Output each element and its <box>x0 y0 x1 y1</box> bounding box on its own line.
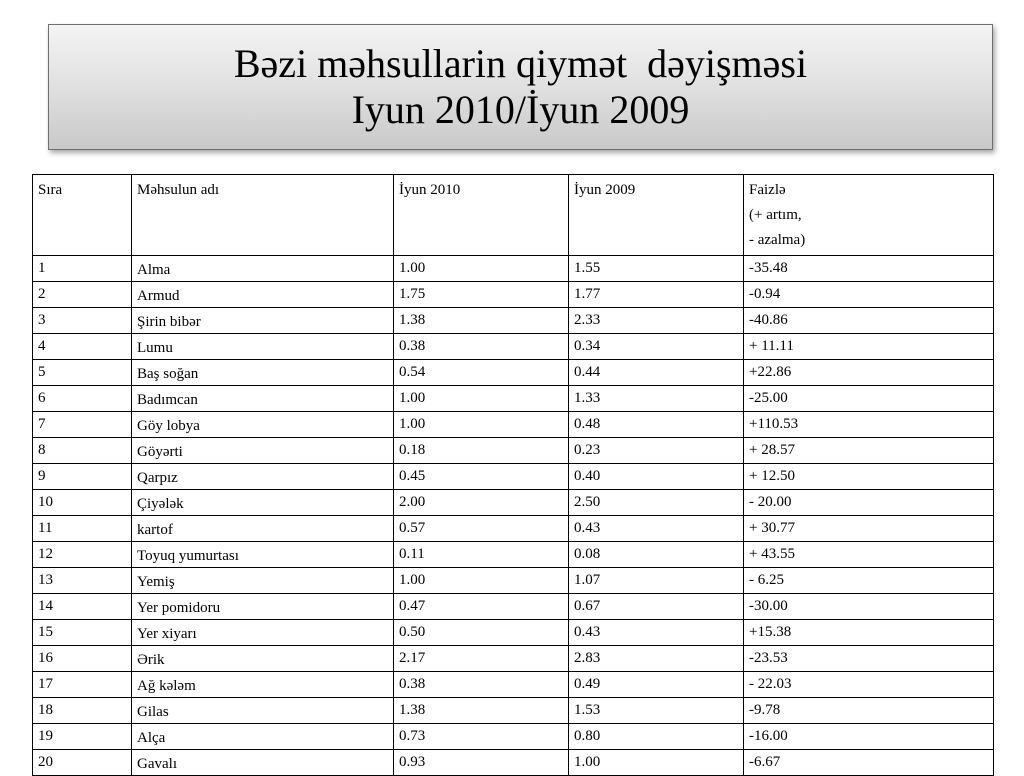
cell-sira: 5 <box>33 360 132 386</box>
cell-sira: 17 <box>33 672 132 698</box>
header-june-2009: İyun 2009 <box>569 175 744 256</box>
cell-sira: 10 <box>33 490 132 516</box>
cell-percent: -6.67 <box>744 750 994 776</box>
table-row <box>33 724 994 750</box>
cell-june-2009: 0.49 <box>569 672 744 698</box>
cell-product-name: Armud <box>132 282 394 308</box>
cell-sira: 16 <box>33 646 132 672</box>
cell-percent: + 12.50 <box>744 464 994 490</box>
table-row <box>33 490 994 516</box>
cell-percent: + 30.77 <box>744 516 994 542</box>
table-row <box>33 646 994 672</box>
cell-sira: 8 <box>33 438 132 464</box>
cell-june-2010: 0.11 <box>394 542 569 568</box>
cell-product-name: Çiyələk <box>132 490 394 516</box>
slide-title-box <box>48 24 993 150</box>
slide-title: Bəzi məhsullarin qiymət dəyişməsi <box>233 41 808 86</box>
cell-june-2009: 0.34 <box>569 334 744 360</box>
cell-sira: 9 <box>33 464 132 490</box>
table-body <box>33 256 994 776</box>
cell-june-2009: 1.07 <box>569 568 744 594</box>
cell-june-2010: 0.18 <box>394 438 569 464</box>
cell-percent: + 28.57 <box>744 438 994 464</box>
cell-june-2010: 1.75 <box>394 282 569 308</box>
cell-june-2009: 1.33 <box>569 386 744 412</box>
cell-june-2009: 2.50 <box>569 490 744 516</box>
cell-sira: 19 <box>33 724 132 750</box>
table-row <box>33 308 994 334</box>
table-row <box>33 750 994 776</box>
cell-sira: 11 <box>33 516 132 542</box>
cell-percent: -9.78 <box>744 698 994 724</box>
table-row <box>33 698 994 724</box>
cell-percent: + 11.11 <box>744 334 994 360</box>
table-row <box>33 412 994 438</box>
header-percent-line: - azalma) <box>749 232 806 248</box>
cell-product-name: Gilas <box>132 698 394 724</box>
table-row <box>33 672 994 698</box>
cell-product-name: Lumu <box>132 334 394 360</box>
cell-june-2009: 1.55 <box>569 256 744 282</box>
cell-june-2010: 0.50 <box>394 620 569 646</box>
header-product-name: Məhsulun adı <box>132 175 394 256</box>
cell-june-2009: 1.53 <box>569 698 744 724</box>
price-change-table <box>32 174 994 776</box>
cell-percent: - 22.03 <box>744 672 994 698</box>
cell-sira: 3 <box>33 308 132 334</box>
cell-june-2010: 0.38 <box>394 672 569 698</box>
cell-product-name: Badımcan <box>132 386 394 412</box>
cell-june-2010: 1.38 <box>394 698 569 724</box>
header-sira: Sıra <box>33 175 132 256</box>
cell-june-2009: 2.83 <box>569 646 744 672</box>
cell-product-name: Toyuq yumurtası <box>132 542 394 568</box>
cell-percent: -0.94 <box>744 282 994 308</box>
cell-sira: 13 <box>33 568 132 594</box>
cell-june-2010: 1.00 <box>394 568 569 594</box>
cell-june-2009: 0.67 <box>569 594 744 620</box>
cell-product-name: Alça <box>132 724 394 750</box>
cell-june-2010: 0.73 <box>394 724 569 750</box>
table-row <box>33 594 994 620</box>
cell-june-2010: 1.00 <box>394 386 569 412</box>
cell-product-name: Şirin bibər <box>132 308 394 334</box>
cell-product-name: kartof <box>132 516 394 542</box>
cell-june-2009: 0.80 <box>569 724 744 750</box>
table-row <box>33 360 994 386</box>
cell-june-2010: 0.57 <box>394 516 569 542</box>
cell-june-2010: 1.00 <box>394 256 569 282</box>
cell-sira: 1 <box>33 256 132 282</box>
cell-product-name: Gavalı <box>132 750 394 776</box>
cell-june-2010: 1.00 <box>394 412 569 438</box>
cell-percent: -40.86 <box>744 308 994 334</box>
cell-percent: - 6.25 <box>744 568 994 594</box>
cell-sira: 14 <box>33 594 132 620</box>
cell-june-2009: 0.43 <box>569 516 744 542</box>
cell-percent: +110.53 <box>744 412 994 438</box>
table-row <box>33 334 994 360</box>
cell-sira: 4 <box>33 334 132 360</box>
cell-june-2009: 1.77 <box>569 282 744 308</box>
cell-june-2010: 2.00 <box>394 490 569 516</box>
cell-product-name: Qarpız <box>132 464 394 490</box>
cell-june-2010: 0.93 <box>394 750 569 776</box>
table-row <box>33 516 994 542</box>
header-june-2010: İyun 2010 <box>394 175 569 256</box>
slide-subtitle: Iyun 2010/İyun 2009 <box>351 87 690 132</box>
cell-percent: -16.00 <box>744 724 994 750</box>
table-row <box>33 620 994 646</box>
cell-sira: 6 <box>33 386 132 412</box>
cell-product-name: Ağ kələm <box>132 672 394 698</box>
header-percent-line: Faizlə <box>749 182 786 198</box>
cell-product-name: Göyərti <box>132 438 394 464</box>
cell-product-name: Alma <box>132 256 394 282</box>
cell-june-2009: 1.00 <box>569 750 744 776</box>
cell-june-2009: 0.44 <box>569 360 744 386</box>
cell-june-2010: 0.47 <box>394 594 569 620</box>
cell-percent: -23.53 <box>744 646 994 672</box>
cell-percent: +22.86 <box>744 360 994 386</box>
table-row <box>33 464 994 490</box>
cell-sira: 20 <box>33 750 132 776</box>
cell-sira: 12 <box>33 542 132 568</box>
table-row <box>33 282 994 308</box>
table-row <box>33 542 994 568</box>
cell-percent: +15.38 <box>744 620 994 646</box>
cell-product-name: Yer xiyarı <box>132 620 394 646</box>
table-header-row <box>33 175 994 256</box>
cell-june-2010: 0.45 <box>394 464 569 490</box>
cell-percent: - 20.00 <box>744 490 994 516</box>
cell-product-name: Yemiş <box>132 568 394 594</box>
cell-june-2009: 0.08 <box>569 542 744 568</box>
cell-june-2009: 0.43 <box>569 620 744 646</box>
table-row <box>33 256 994 282</box>
cell-product-name: Yer pomidoru <box>132 594 394 620</box>
cell-product-name: Göy lobya <box>132 412 394 438</box>
cell-percent: + 43.55 <box>744 542 994 568</box>
header-percent-line: (+ artım, <box>749 207 802 223</box>
cell-percent: -35.48 <box>744 256 994 282</box>
cell-percent: -30.00 <box>744 594 994 620</box>
cell-sira: 7 <box>33 412 132 438</box>
table-row <box>33 438 994 464</box>
cell-product-name: Baş soğan <box>132 360 394 386</box>
cell-percent: -25.00 <box>744 386 994 412</box>
cell-june-2010: 1.38 <box>394 308 569 334</box>
cell-june-2010: 0.54 <box>394 360 569 386</box>
cell-june-2010: 0.38 <box>394 334 569 360</box>
cell-sira: 2 <box>33 282 132 308</box>
header-percent <box>744 175 994 256</box>
cell-june-2009: 0.23 <box>569 438 744 464</box>
cell-sira: 15 <box>33 620 132 646</box>
cell-sira: 18 <box>33 698 132 724</box>
cell-june-2010: 2.17 <box>394 646 569 672</box>
table-row <box>33 386 994 412</box>
cell-product-name: Ərik <box>132 646 394 672</box>
cell-june-2009: 0.48 <box>569 412 744 438</box>
table-row <box>33 568 994 594</box>
cell-june-2009: 2.33 <box>569 308 744 334</box>
cell-june-2009: 0.40 <box>569 464 744 490</box>
